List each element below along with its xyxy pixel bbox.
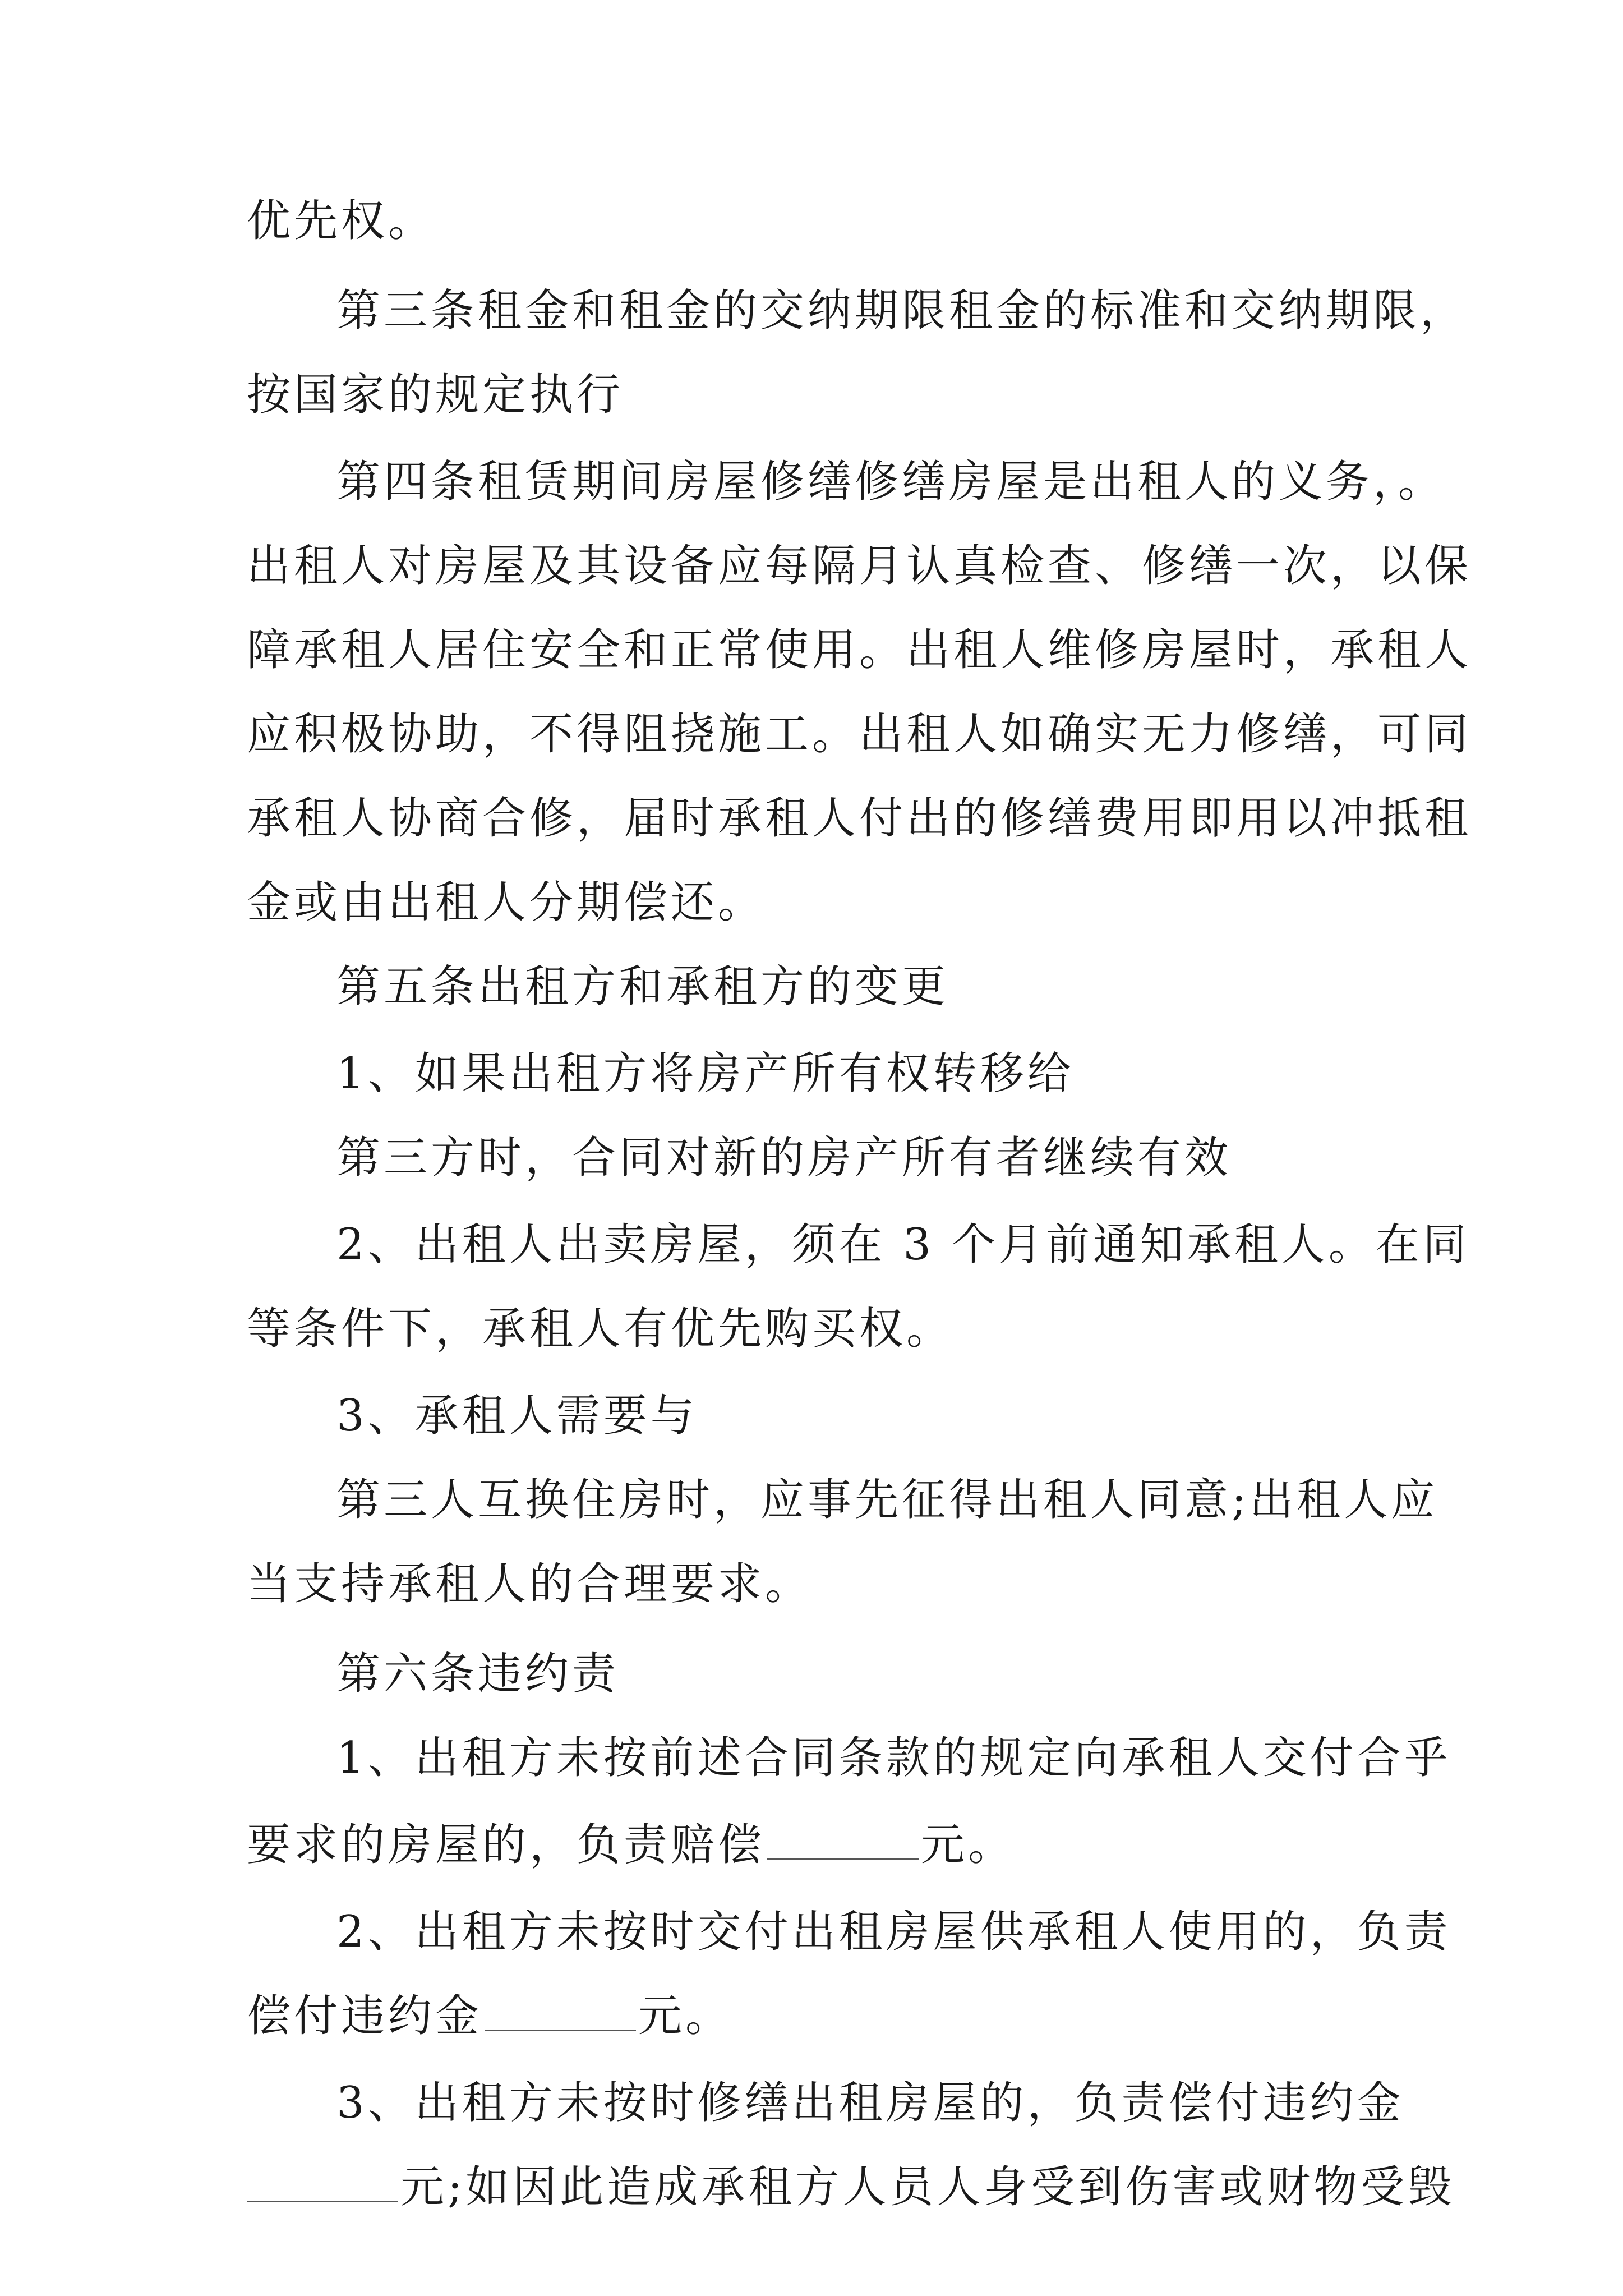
text-segment: 偿付违约金 bbox=[247, 1991, 483, 2041]
text-line: 等条件下，承租人有优先购买权。 bbox=[247, 1304, 954, 1354]
text-segment: 要求的房屋的，负责赔偿 bbox=[247, 1820, 766, 1870]
clause-5-3: 3、承租人需要与 bbox=[336, 1391, 698, 1441]
clause-6-1: 1、出租方未按前述合同条款的规定向承租人交付合乎 bbox=[336, 1733, 1451, 1783]
text-line: 第三人互换住房时，应事先征得出租人同意;出租人应 bbox=[336, 1475, 1438, 1525]
text-line: 第三方时，合同对新的房产所有者继续有效 bbox=[336, 1133, 1232, 1183]
text-segment: 元。 bbox=[638, 1991, 733, 2041]
text-line: 优先权。 bbox=[247, 196, 436, 246]
text-line bbox=[247, 2162, 1455, 2212]
clause-5-1: 1、如果出租方将房产所有权转移给 bbox=[336, 1048, 1075, 1099]
text-line: 按国家的规定执行 bbox=[247, 370, 624, 420]
clause-6-3: 3、出租方未按时修缮出租房屋的，负责偿付违约金 bbox=[336, 2078, 1404, 2128]
fill-in-blank bbox=[767, 1856, 919, 1860]
text-segment: 元;如因此造成承租方人员人身受到伤害或财物受毁 bbox=[400, 2162, 1455, 2212]
text-line: 障承租人居住安全和正常使用。出租人维修房屋时，承租人 bbox=[247, 625, 1472, 675]
article-4-heading: 第四条租赁期间房屋修缮修缮房屋是出租人的义务，。 bbox=[336, 457, 1446, 507]
article-5-heading: 第五条出租方和承租方的变更 bbox=[336, 961, 949, 1012]
text-line: 承租人协商合修，届时承租人付出的修缮费用即用以冲抵租 bbox=[247, 793, 1472, 844]
text-line: 应积极协助，不得阻挠施工。出租人如确实无力修缮，可同 bbox=[247, 709, 1472, 760]
fill-in-blank bbox=[247, 2198, 398, 2202]
article-3-heading: 第三条租金和租金的交纳期限租金的标准和交纳期限， bbox=[336, 286, 1468, 336]
clause-5-2: 2、出租人出卖房屋，须在 3 个月前通知承租人。在同 bbox=[336, 1220, 1470, 1270]
text-segment: 元。 bbox=[921, 1820, 1016, 1870]
text-line bbox=[247, 1820, 1016, 1870]
clause-6-2: 2、出租方未按时交付出租房屋供承租人使用的，负责 bbox=[336, 1907, 1451, 1957]
fill-in-blank bbox=[485, 2027, 636, 2031]
text-line: 当支持承租人的合理要求。 bbox=[247, 1559, 813, 1609]
article-6-heading: 第六条违约责 bbox=[336, 1649, 620, 1699]
text-line: 金或由出租人分期偿还。 bbox=[247, 877, 766, 928]
text-line: 出租人对房屋及其设备应每隔月认真检查、修缮一次，以保 bbox=[247, 541, 1472, 591]
text-line bbox=[247, 1991, 733, 2041]
